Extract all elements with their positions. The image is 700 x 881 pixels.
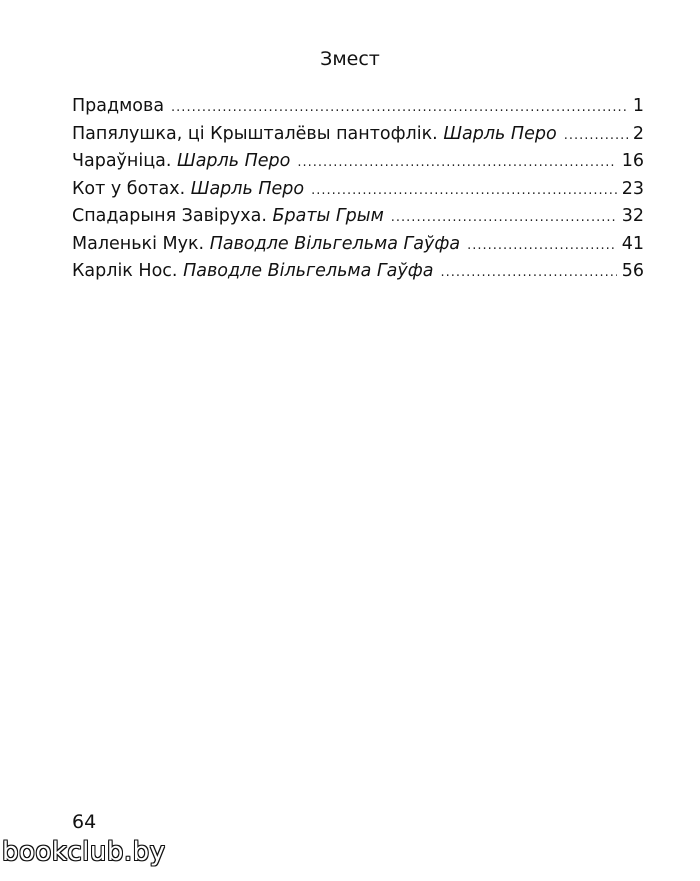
dot-leader	[171, 94, 628, 122]
toc-entry-title: Карлік Нос.	[72, 261, 178, 281]
toc-entry-page: 1	[632, 96, 644, 116]
watermark: bookclub.by	[2, 837, 166, 867]
toc-entry-page: 16	[621, 151, 644, 171]
toc-entry-author: Шарль Перо	[190, 178, 305, 199]
toc-heading: Змест	[320, 48, 380, 70]
toc-entry-author: Паводле Вільгельма Гаўфа	[183, 261, 434, 281]
toc-entry[interactable]	[72, 148, 644, 176]
dot-leader	[311, 177, 617, 205]
toc-entry[interactable]	[72, 258, 644, 286]
toc-entry-page: 23	[621, 178, 644, 199]
toc-entry-page: 2	[632, 123, 644, 144]
toc-entry-author: Шарль Перо	[177, 151, 291, 171]
dot-leader	[564, 122, 628, 150]
table-of-contents	[72, 93, 644, 286]
toc-entry-title: Спадарыня Завіруха.	[72, 206, 267, 226]
toc-entry-page: 56	[621, 261, 644, 281]
toc-entry[interactable]	[72, 176, 644, 204]
toc-entry-author: Паводле Вільгельма Гаўфа	[209, 233, 461, 254]
toc-entry-title: Прадмова	[72, 96, 165, 116]
toc-entry-author: Браты Грым	[272, 206, 384, 226]
toc-entry[interactable]	[72, 203, 644, 231]
dot-leader	[440, 259, 616, 287]
toc-entry-title: Маленькі Мук.	[72, 233, 205, 254]
toc-entry[interactable]	[72, 121, 644, 149]
dot-leader	[467, 232, 617, 260]
toc-entry[interactable]	[72, 231, 644, 259]
toc-entry-page: 41	[621, 233, 644, 254]
toc-entry-page: 32	[621, 206, 644, 226]
toc-entry-author: Шарль Перо	[443, 123, 557, 144]
toc-entry-title: Папялушка, ці Крышталёвы пантофлік.	[72, 123, 438, 144]
toc-entry[interactable]	[72, 93, 644, 121]
page-number: 64	[72, 811, 97, 833]
dot-leader	[297, 149, 616, 177]
toc-entry-title: Кот у ботах.	[72, 178, 186, 199]
dot-leader	[391, 204, 617, 232]
toc-entry-title: Чараўніца.	[72, 151, 172, 171]
